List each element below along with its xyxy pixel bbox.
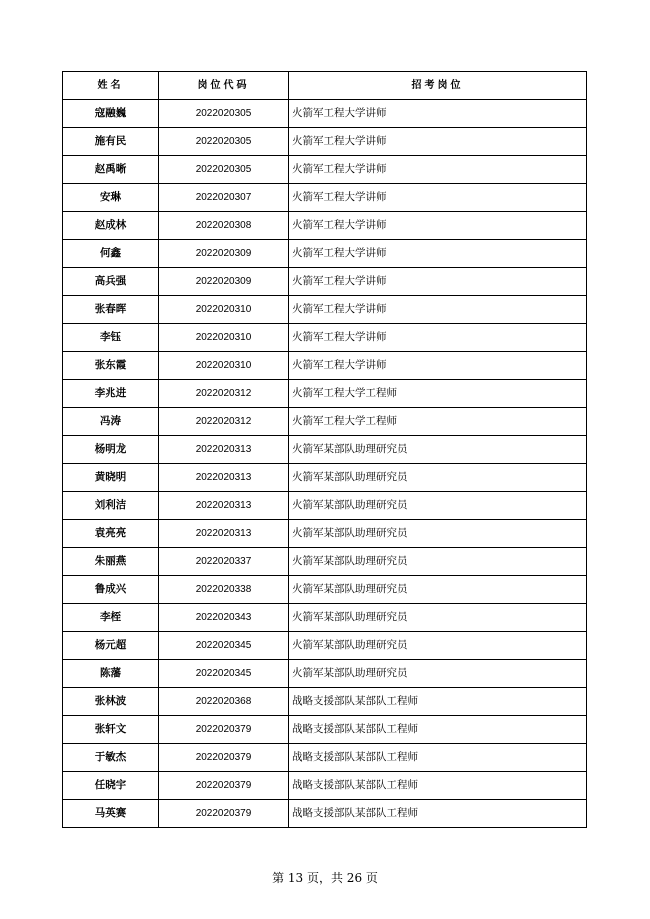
code-cell: 2022020309	[159, 240, 289, 268]
post-cell: 火箭军工程大学讲师	[289, 184, 587, 212]
name-cell: 何鑫	[63, 240, 159, 268]
table-row	[63, 296, 587, 324]
name-cell: 李兆进	[63, 380, 159, 408]
table-row	[63, 492, 587, 520]
code-cell: 2022020313	[159, 492, 289, 520]
code-cell: 2022020345	[159, 632, 289, 660]
code-cell: 2022020307	[159, 184, 289, 212]
code-cell: 2022020338	[159, 576, 289, 604]
header-code: 岗位代码	[159, 72, 289, 100]
post-cell: 火箭军工程大学讲师	[289, 324, 587, 352]
table-row	[63, 352, 587, 380]
post-cell: 火箭军工程大学讲师	[289, 128, 587, 156]
code-cell: 2022020312	[159, 380, 289, 408]
name-cell: 朱丽燕	[63, 548, 159, 576]
name-cell: 安琳	[63, 184, 159, 212]
post-cell: 火箭军某部队助理研究员	[289, 464, 587, 492]
code-cell: 2022020308	[159, 212, 289, 240]
table-row	[63, 128, 587, 156]
post-cell: 火箭军工程大学讲师	[289, 156, 587, 184]
name-cell: 马英赛	[63, 800, 159, 828]
name-cell: 张林波	[63, 688, 159, 716]
code-cell: 2022020379	[159, 772, 289, 800]
name-cell: 冯涛	[63, 408, 159, 436]
post-cell: 火箭军工程大学讲师	[289, 240, 587, 268]
code-cell: 2022020309	[159, 268, 289, 296]
post-cell: 火箭军工程大学讲师	[289, 296, 587, 324]
code-cell: 2022020379	[159, 744, 289, 772]
table-body	[63, 100, 587, 828]
table-row	[63, 324, 587, 352]
post-cell: 火箭军某部队助理研究员	[289, 576, 587, 604]
table-row	[63, 604, 587, 632]
name-cell: 张东霞	[63, 352, 159, 380]
code-cell: 2022020313	[159, 436, 289, 464]
code-cell: 2022020379	[159, 716, 289, 744]
table-row	[63, 436, 587, 464]
page-number: 第 13 页，共 26 页	[272, 871, 378, 885]
table-row	[63, 100, 587, 128]
table-row	[63, 716, 587, 744]
table-row	[63, 212, 587, 240]
code-cell: 2022020368	[159, 688, 289, 716]
post-cell: 战略支援部队某部队工程师	[289, 688, 587, 716]
header-name: 姓名	[63, 72, 159, 100]
name-cell: 于敏杰	[63, 744, 159, 772]
name-cell: 张轩文	[63, 716, 159, 744]
post-cell: 火箭军某部队助理研究员	[289, 436, 587, 464]
name-cell: 赵禹晰	[63, 156, 159, 184]
name-cell: 李桎	[63, 604, 159, 632]
table-row	[63, 688, 587, 716]
table-row	[63, 800, 587, 828]
post-cell: 火箭军某部队助理研究员	[289, 632, 587, 660]
name-cell: 张春晖	[63, 296, 159, 324]
code-cell: 2022020337	[159, 548, 289, 576]
name-cell: 李钰	[63, 324, 159, 352]
post-cell: 火箭军某部队助理研究员	[289, 660, 587, 688]
name-cell: 陈藩	[63, 660, 159, 688]
table-row	[63, 464, 587, 492]
table-row	[63, 632, 587, 660]
name-cell: 高兵强	[63, 268, 159, 296]
post-cell: 火箭军某部队助理研究员	[289, 604, 587, 632]
table-row	[63, 380, 587, 408]
post-cell: 火箭军工程大学工程师	[289, 408, 587, 436]
code-cell: 2022020305	[159, 156, 289, 184]
code-cell: 2022020345	[159, 660, 289, 688]
post-cell: 战略支援部队某部队工程师	[289, 800, 587, 828]
post-cell: 战略支援部队某部队工程师	[289, 744, 587, 772]
table-row	[63, 548, 587, 576]
post-cell: 战略支援部队某部队工程师	[289, 772, 587, 800]
post-cell: 火箭军工程大学讲师	[289, 212, 587, 240]
table-row	[63, 156, 587, 184]
table-row	[63, 184, 587, 212]
table-row	[63, 576, 587, 604]
name-cell: 施有民	[63, 128, 159, 156]
name-cell: 任晓宇	[63, 772, 159, 800]
table-row	[63, 520, 587, 548]
code-cell: 2022020379	[159, 800, 289, 828]
post-cell: 火箭军某部队助理研究员	[289, 492, 587, 520]
table-row	[63, 772, 587, 800]
name-cell: 鲁成兴	[63, 576, 159, 604]
table-row	[63, 268, 587, 296]
code-cell: 2022020310	[159, 296, 289, 324]
name-cell: 黄晓明	[63, 464, 159, 492]
table-row	[63, 408, 587, 436]
post-cell: 火箭军工程大学工程师	[289, 380, 587, 408]
code-cell: 2022020313	[159, 520, 289, 548]
post-cell: 战略支援部队某部队工程师	[289, 716, 587, 744]
post-cell: 火箭军工程大学讲师	[289, 352, 587, 380]
table-row	[63, 660, 587, 688]
header-row	[63, 72, 587, 100]
name-cell: 寇融巍	[63, 100, 159, 128]
name-cell: 杨元超	[63, 632, 159, 660]
name-cell: 袁亮亮	[63, 520, 159, 548]
name-cell: 赵成林	[63, 212, 159, 240]
code-cell: 2022020312	[159, 408, 289, 436]
code-cell: 2022020313	[159, 464, 289, 492]
code-cell: 2022020343	[159, 604, 289, 632]
name-cell: 杨明龙	[63, 436, 159, 464]
name-cell: 刘利洁	[63, 492, 159, 520]
post-cell: 火箭军工程大学讲师	[289, 268, 587, 296]
post-cell: 火箭军工程大学讲师	[289, 100, 587, 128]
code-cell: 2022020305	[159, 100, 289, 128]
header-post: 招考岗位	[289, 72, 587, 100]
code-cell: 2022020305	[159, 128, 289, 156]
table-row	[63, 240, 587, 268]
table-row	[63, 744, 587, 772]
code-cell: 2022020310	[159, 324, 289, 352]
code-cell: 2022020310	[159, 352, 289, 380]
post-cell: 火箭军某部队助理研究员	[289, 520, 587, 548]
table-header	[63, 72, 587, 100]
results-table	[62, 71, 587, 828]
post-cell: 火箭军某部队助理研究员	[289, 548, 587, 576]
